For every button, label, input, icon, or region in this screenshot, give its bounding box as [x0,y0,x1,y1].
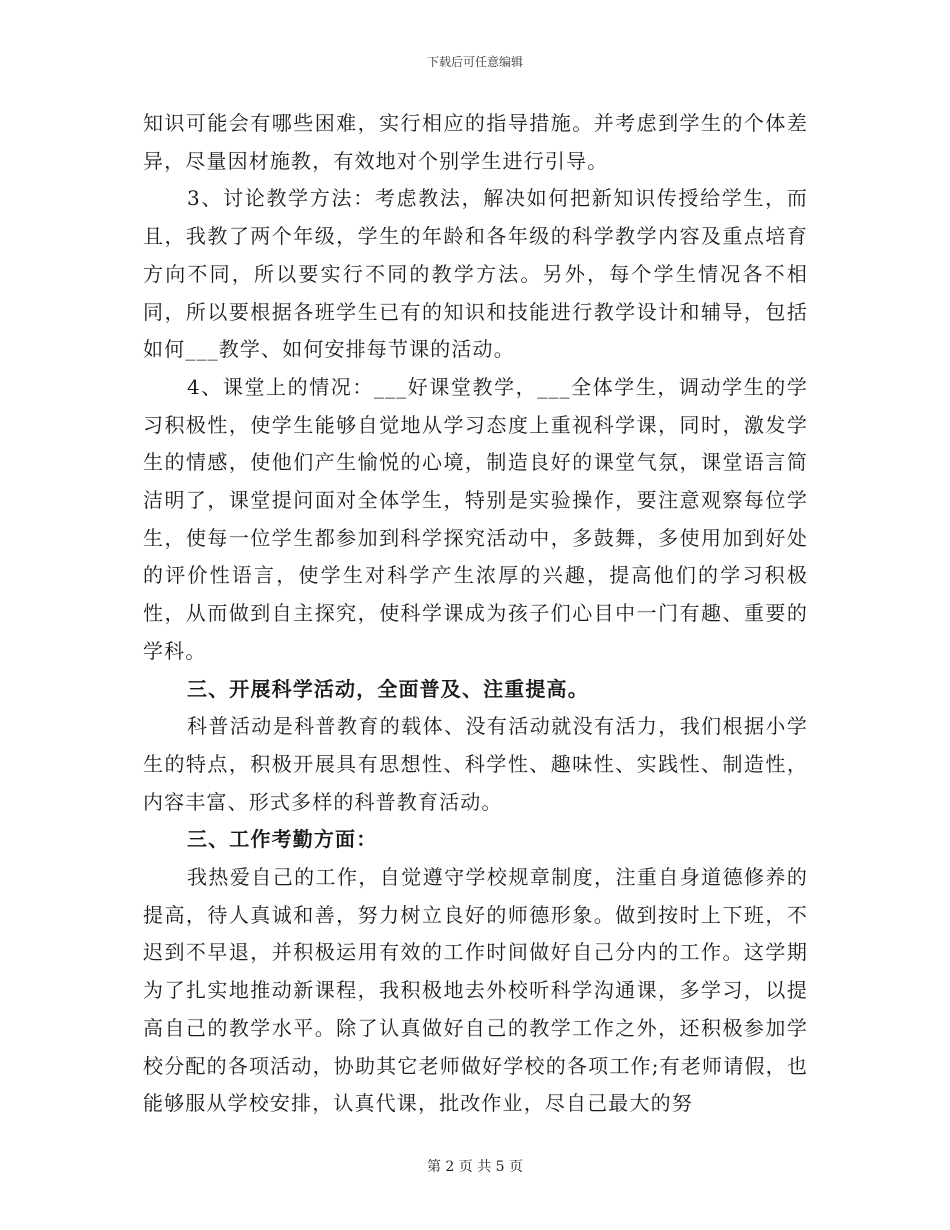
paragraph-continuation: 知识可能会有哪些困难，实行相应的指导措施。并考虑到学生的个体差异，尽量因材施教，有效地对个别学生进行引导。 [143,111,808,173]
paragraph-teaching-methods: 3、讨论教学方法：考虑教法，解决如何把新知识传授给学生，而且，我教了两个年级，学生的年龄和各年级的科学教学内容及重点培育方向不同，所以要实行不同的教学方法。另外，每个学生情况各不相同，所以要根据各班学生已有的知识和技能进行教学设计和辅导，包括如何___教学、如何安排每节课的活动。 [143,186,808,362]
document-body [143,105,808,1123]
paragraph-science-activities: 科普活动是科普教育的载体、没有活动就没有活力，我们根据小学生的特点，积极开展具有思想性、科学性、趣味性、实践性、制造性，内容丰富、形式多样的科普教育活动。 [143,714,808,814]
page-number: 第 2 页 共 5 页 [426,1159,524,1175]
paragraph-attendance: 我热爱自己的工作，自觉遵守学校规章制度，注重自身道德修养的提高，待人真诚和善，努力树立良好的师德形象。做到按时上下班，不迟到不早退，并积极运用有效的工作时间做好自己分内的工作。这学期为了扎实地推动新课程，我积极地去外校听科学沟通课，多学习，以提高自己的教学水平。除了认真做好自己的教学工作之外，还积极参加学校分配的各项活动，协助其它老师做好学校的各项工作;有老师请假，也能够服从学校安排，认真代课，批改作业，尽自己最大的努 [143,865,808,1116]
paragraph-classroom-situation: 4、课堂上的情况：___好课堂教学，___全体学生，调动学生的学习积极性，使学生能够自觉地从学习态度上重视科学课，同时，激发学生的情感，使他们产生愉悦的心境，制造良好的课堂气氛，课堂语言简洁明了，课堂提问面对全体学生，特别是实验操作，要注意观察每位学生，使每一位学生都参加到科学探究活动中，多鼓舞，多使用加到好处的评价性语言，使学生对科学产生浓厚的兴趣，提高他们的学习积极性，从而做到自主探究，使科学课成为孩子们心目中一门有趣、重要的学科。 [143,374,808,663]
page-header: 下载后可任意编辑 [426,55,523,69]
section-heading-science-activities: 三、开展科学活动，全面普及、注重提高。 [187,676,589,701]
section-heading-attendance: 三、工作考勤方面： [187,827,378,852]
